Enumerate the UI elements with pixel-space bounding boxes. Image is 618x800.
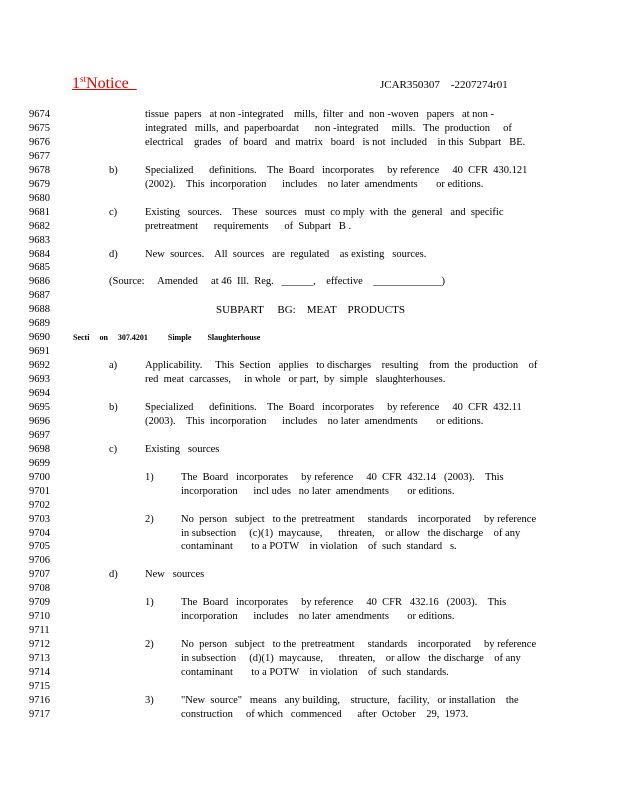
notice-ordinal: st (80, 74, 87, 84)
line-text: Specialized definitions. The Board incorporates by reference 40 CFR 430.121 (145, 164, 528, 176)
line-text: 2) (145, 513, 154, 525)
line-number: 9708 (29, 583, 50, 595)
line-text: b) (109, 401, 118, 413)
section-heading: Secti on 307.4201 Simple Slaughterhouse (73, 333, 261, 343)
line-text: 2) (145, 639, 154, 651)
line-number: 9710 (29, 611, 50, 623)
line-text: in subsection (d)(1) maycause, threaten, or allow the discharge of any (181, 653, 521, 665)
line-text: 3) (145, 694, 154, 706)
notice-number: 1 (72, 75, 80, 92)
line-number: 9677 (29, 150, 50, 162)
line-number: 9713 (29, 653, 50, 665)
line-text: pretreatment requirements of Subpart B . (145, 220, 352, 232)
line-number: 9681 (29, 206, 50, 218)
line-text: No person subject to the pretreatment standards incorporated by reference (181, 513, 537, 525)
line-number: 9679 (29, 178, 50, 190)
line-number: 9700 (29, 471, 50, 483)
line-number: 9689 (29, 318, 50, 330)
line-text: in subsection (c)(1) maycause, threaten, or allow the discharge of any (181, 527, 521, 539)
line-text: The Board incorporates by reference 40 CFR 432.14 (2003). This (181, 471, 504, 483)
line-number: 9696 (29, 415, 50, 427)
line-text: Applicability. This Section applies to discharges resulting from the production of (145, 360, 538, 372)
line-text: integrated mills, and paperboardat non -integrated mills. The production of (145, 122, 512, 134)
line-text: a) (109, 360, 118, 372)
line-number: 9688 (29, 304, 50, 316)
line-number: 9674 (29, 109, 50, 120)
line-text: incorporation includes no later amendments or editions. (181, 611, 455, 623)
line-number: 9690 (29, 332, 50, 344)
line-number: 9692 (29, 360, 50, 372)
line-number: 9683 (29, 234, 50, 246)
line-number: 9717 (29, 708, 50, 720)
line-number: 9712 (29, 639, 50, 651)
line-text: d) (109, 569, 118, 581)
line-number: 9715 (29, 680, 50, 692)
line-text: Specialized definitions. The Board incorporates by reference 40 CFR 432.11 (145, 401, 522, 413)
line-number: 9699 (29, 457, 50, 469)
line-text: (2003). This incorporation includes no later amendments or editions. (145, 415, 484, 427)
line-text: New sources (145, 569, 205, 581)
line-number: 9693 (29, 374, 50, 386)
line-text: 1) (145, 471, 154, 483)
line-number: 9684 (29, 248, 50, 260)
line-text: contaminant to a POTW in violation of such standard s. (181, 541, 457, 553)
line-number: 9697 (29, 429, 50, 441)
line-number: 9702 (29, 499, 50, 511)
line-text: Existing sources. These sources must co mply with the general and specific (145, 206, 504, 218)
line-text: c) (109, 443, 118, 455)
line-text: incorporation incl udes no later amendments or editions. (181, 485, 455, 497)
line-number: 9714 (29, 667, 50, 678)
line-number: 9675 (29, 122, 50, 134)
line-number: 9703 (29, 513, 50, 525)
line-number: 9701 (29, 485, 50, 497)
line-number: 9706 (29, 555, 50, 567)
line-number: 9695 (29, 401, 50, 413)
line-number: 9682 (29, 220, 50, 232)
line-text: electrical grades of board and matrix board is not included in this Subpart BE. (145, 136, 526, 148)
line-text: (Source: Amended at 46 Ill. Reg. ______, effective _____________) (109, 276, 446, 288)
line-number: 9680 (29, 192, 50, 204)
line-text: No person subject to the pretreatment standards incorporated by reference (181, 639, 537, 651)
line-number: 9698 (29, 443, 50, 455)
line-number: 9678 (29, 164, 50, 176)
document-id: JCAR350307 -2207274r01 (380, 79, 508, 91)
notice-header (72, 74, 137, 93)
line-text: tissue papers at non -integrated mills, filter and non -woven papers at non - (145, 109, 495, 120)
line-text: "New source" means any building, structure, facility, or installation the (181, 694, 519, 706)
subpart-heading: SUBPART BG: MEAT PRODUCTS (216, 304, 405, 317)
line-number: 9676 (29, 136, 50, 148)
line-number: 9685 (29, 262, 50, 274)
line-number: 9687 (29, 290, 50, 302)
line-text: (2002). This incorporation includes no later amendments or editions. (145, 178, 484, 190)
line-text: d) (109, 248, 118, 260)
line-number: 9691 (29, 346, 50, 358)
line-text: Existing sources (145, 443, 220, 455)
line-number: 9707 (29, 569, 50, 581)
line-number: 9716 (29, 694, 50, 706)
notice-label: Notice (86, 75, 129, 92)
line-text: New sources. All sources are regulated as existing sources. (145, 248, 427, 260)
line-number: 9686 (29, 276, 50, 288)
line-text: b) (109, 164, 118, 176)
line-text: The Board incorporates by reference 40 CFR 432.16 (2003). This (181, 597, 507, 609)
line-text: construction of which commenced after October 29, 1973. (181, 708, 469, 720)
line-number: 9711 (29, 625, 50, 637)
line-text: red meat carcasses, in whole or part, by simple slaughterhouses. (145, 374, 446, 386)
line-number: 9709 (29, 597, 50, 609)
line-text: 1) (145, 597, 154, 609)
line-text: c) (109, 206, 118, 218)
line-number: 9694 (29, 388, 50, 399)
line-number: 9704 (29, 527, 50, 539)
line-number: 9705 (29, 541, 50, 553)
line-text: contaminant to a POTW in violation of such standards. (181, 667, 449, 678)
